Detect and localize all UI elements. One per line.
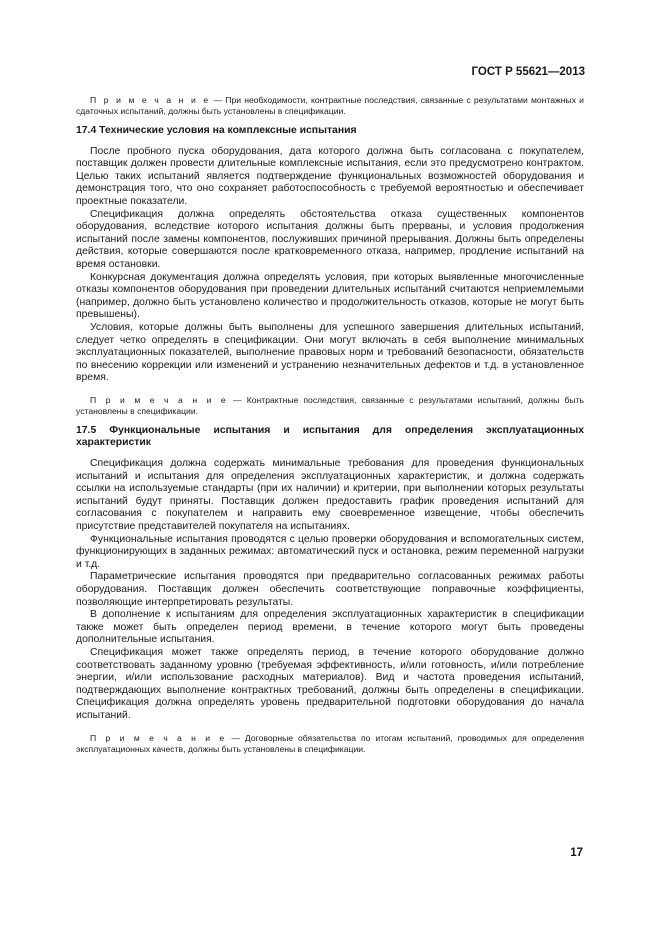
note-text: — При необходимости, контрактные последствия, связанные с результатами монтажных и сдаточных испытаний, должны быть установлены в спецификации. (76, 95, 584, 116)
note-3 (76, 733, 584, 755)
note-label: П р и м е ч а н и е (90, 394, 228, 405)
note-text: — Договорные обязательства по итогам испытаний, проводимых для определения эксплуатационных качеств, должны быть установлены в спецификации. (76, 732, 584, 754)
section-17-4-paragraph: Конкурсная документация должна определять условия, при которых выявленные многочисленные отказы компонентов оборудования при проведении длительных испытаний считаются неприемлемыми (например, должно быть установлено количество и продолжительность отказов, которые не могут быть превышены). (76, 271, 584, 321)
section-17-4-paragraph: Условия, которые должны быть выполнены для успешного завершения длительных испытаний, следует четко определять в спецификации. Они могут включать в себя выполнение минимальных эксплуатационных показателей, выполнение правовых норм и требований безопасности, обязательств по внесению коррекции или изменений и устранению незначительных дефектов и т.д. в установленное время. (76, 321, 584, 384)
note-text: — Контрактные последствия, связанные с результатами испытаний, должны быть установлены в спецификации. (76, 394, 584, 416)
section-17-4-title: 17.4 Технические условия на комплексные испытания (76, 125, 357, 136)
section-17-4-paragraph: После пробного пуска оборудования, дата которого должна быть согласована с покупателем, поставщик должен провести длительные комплексные испытания, если это предусмотрено контрактом. Целью таких испытаний является подтверждение функциональных возможностей оборудования и демонстрация того, что оно сохраняет работоспособность с требуемой вероятностью и обеспечивает проектные показатели. (76, 145, 584, 207)
note-1 (76, 95, 584, 117)
page-content (76, 95, 584, 755)
document-header: ГОСТ Р 55621—2013 (471, 66, 585, 78)
section-17-5-paragraph: В дополнение к испытаниям для определения эксплуатационных характеристик в спецификации также может быть определен период времени, в течение которого могут быть проведены дополнительные испытания. (76, 609, 584, 646)
note-label: П р и м е ч а н и е (90, 95, 211, 105)
section-17-5-paragraph: Параметрические испытания проводятся при предварительно согласованных режимах работы оборудования. Поставщик должен обеспечить соответствующие поправочные коэффициенты, позволяющие интерпретировать результаты. (76, 571, 584, 608)
note-label: П р и м е ч а н и е (90, 732, 227, 743)
page-number: 17 (570, 847, 583, 859)
section-17-5-title: 17.5 Функциональные испытания и испытания для определения эксплуатационных характеристик (76, 424, 584, 449)
section-17-5-paragraph: Функциональные испытания проводятся с целью проверки оборудования и вспомогательных систем, функционирующих в заданных режимах: автоматический пуск и остановка, режим переменной нагрузки и т.д. (76, 533, 584, 570)
section-17-5-paragraph: Спецификация должна содержать минимальные требования для проведения функциональных испытаний и испытания для определения эксплуатационных характеристик, и должна содержать ссылки на используемые стандарты (при их наличии) и критерии, при выполнении которых результаты испытаний будут приняты. Поставщик должен предоставить график проведения испытаний для согласования с покупателем и направить ему своевременное извещение, чтобы обеспечить присутствие представителей покупателя на испытаниях. (76, 458, 584, 533)
section-17-4-paragraph: Спецификация должна определять обстоятельства отказа существенных компонентов оборудования, вследствие которого испытания должны быть прерваны, и условия продолжения испытаний после замены компонентов, послуживших причиной прерывания. Должны быть определены действия, которые совершаются после кратковременного отказа, например, продление испытаний на время остановки. (76, 208, 584, 270)
section-17-5-paragraph: Спецификация может также определять период, в течение которого оборудование должно соответствовать заданному уровню (требуемая эффективность, и/или готовность, и/или потребление энергии, и/или использование расходных материалов). Вид и частота проведения испытаний, подтверждающих выполнение контрактных требований, должны быть определены в спецификации. Спецификация должна определять уровень предварительной подготовки оборудования до начала испытаний. (76, 646, 584, 721)
note-2 (76, 395, 584, 417)
